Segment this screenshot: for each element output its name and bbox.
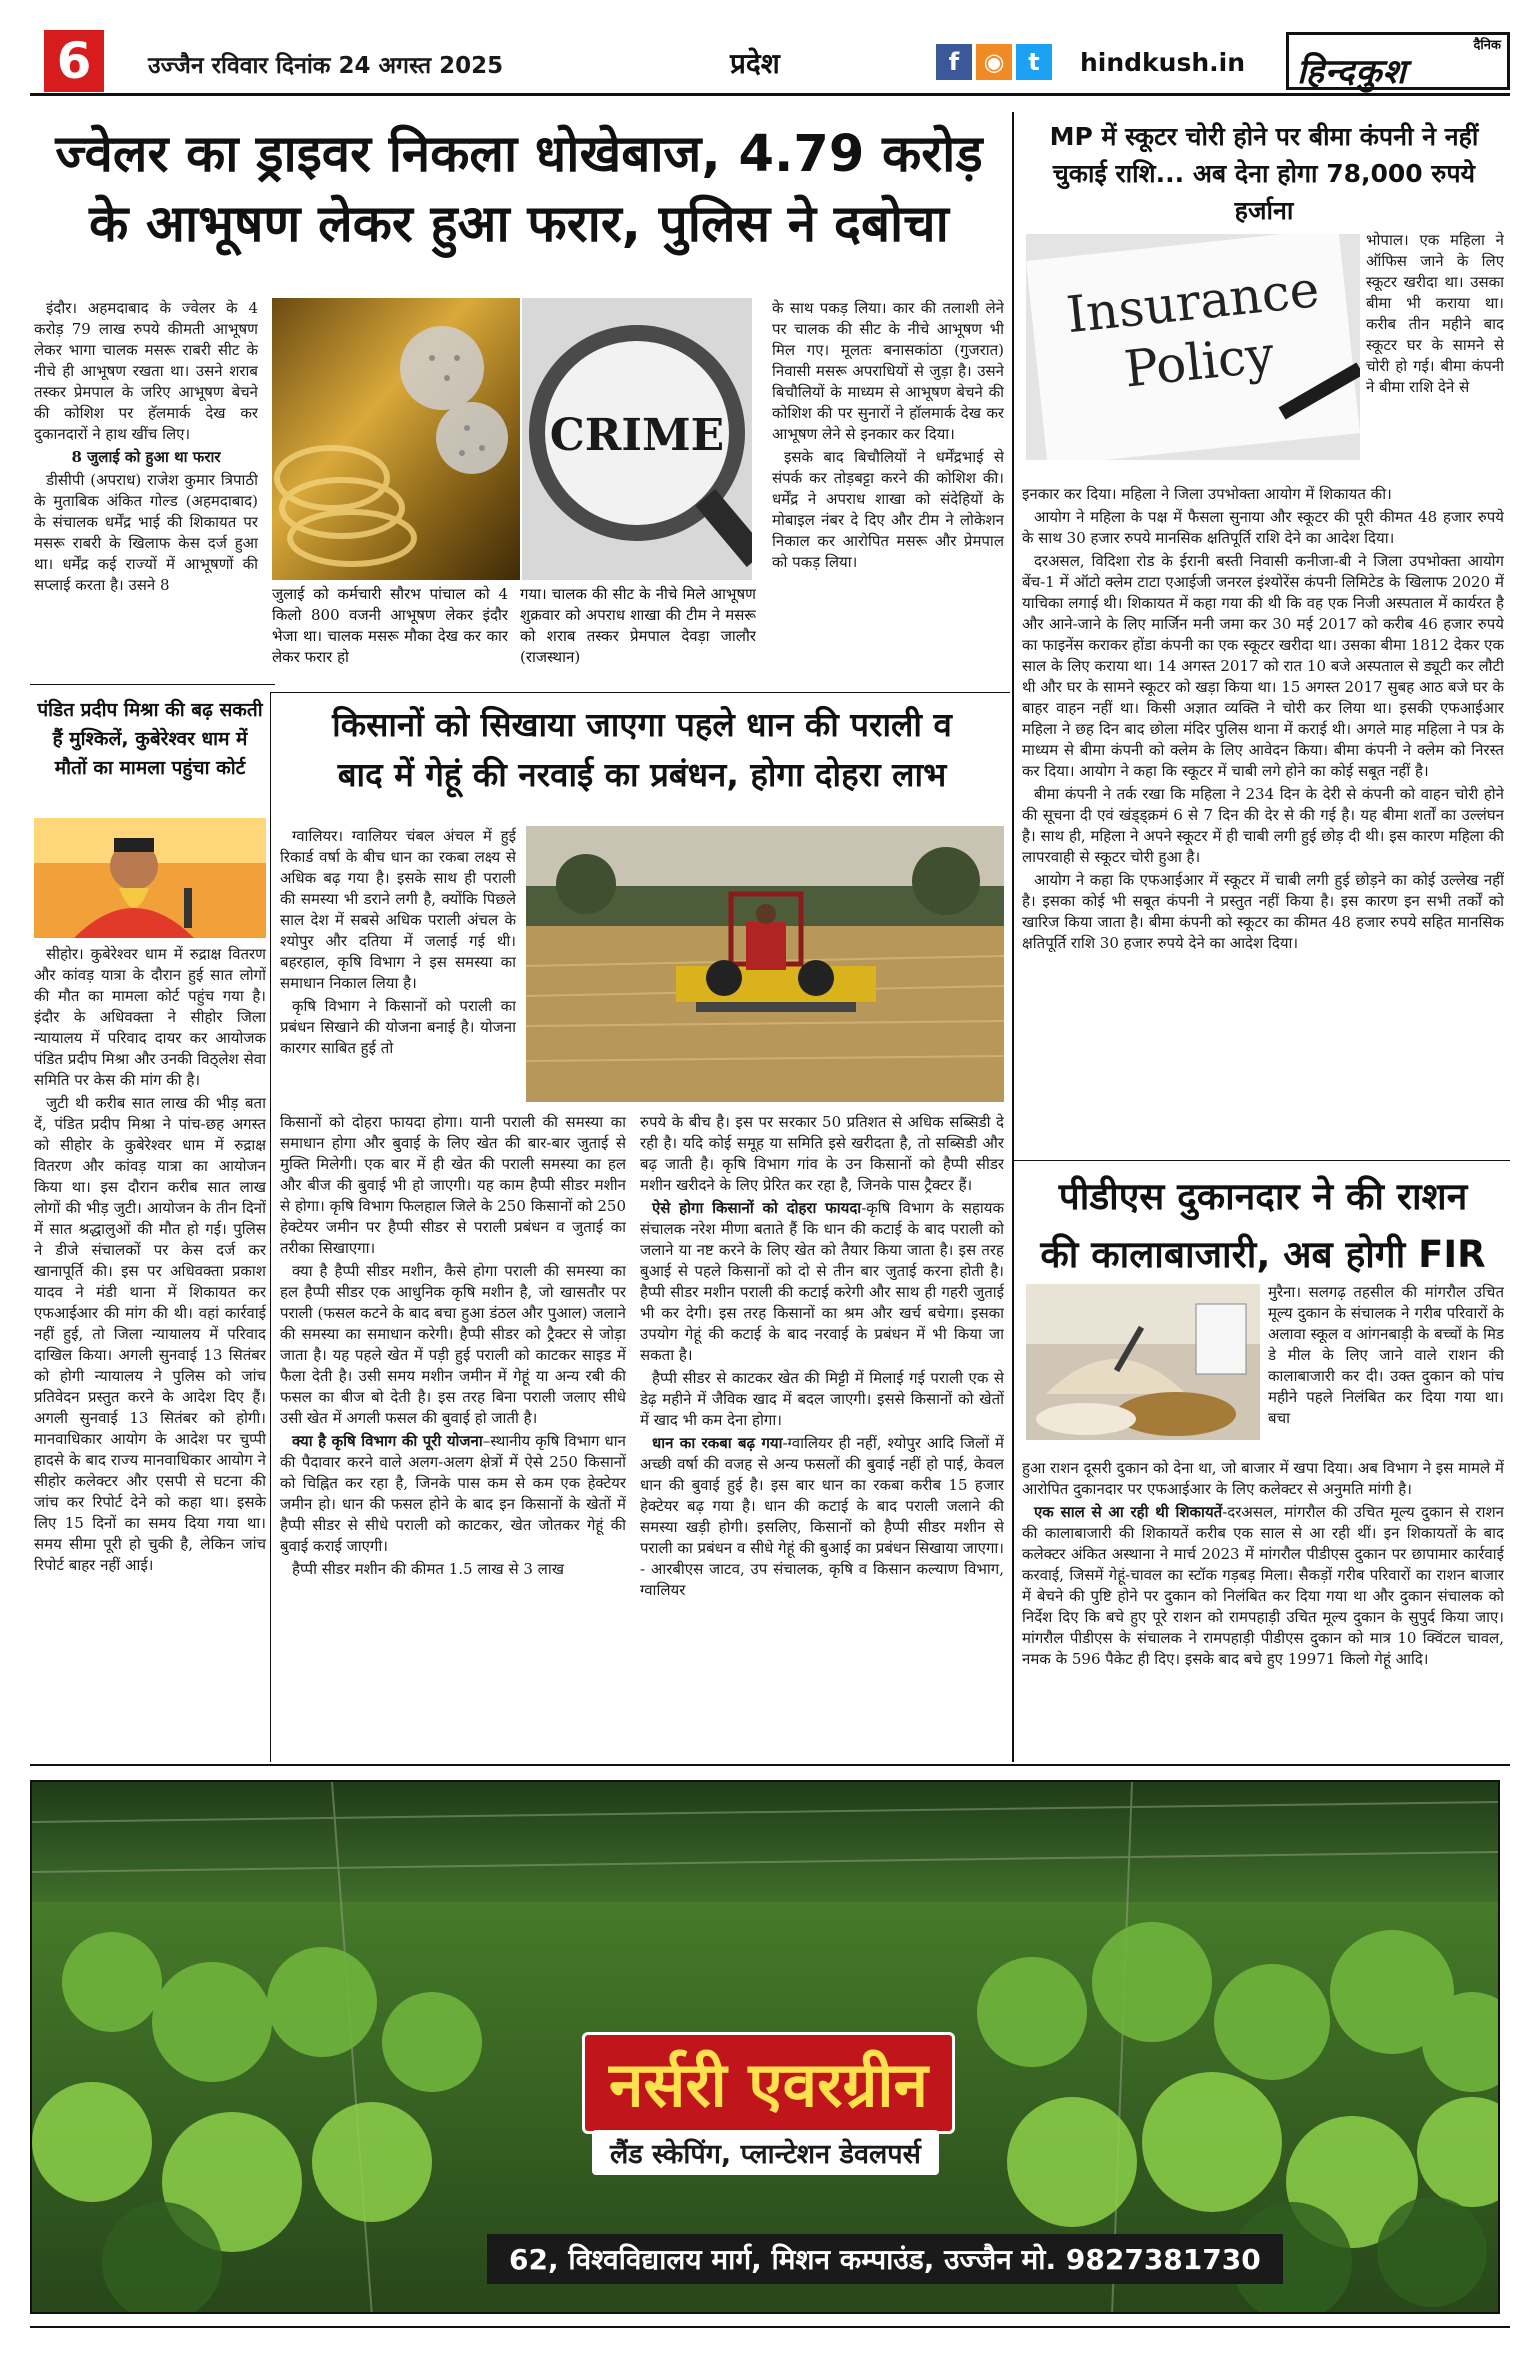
ad-title: नर्सरी एवरग्रीन — [582, 2032, 955, 2134]
story1-para: इंदौर। अहमदाबाद के ज्वेलर के 4 करोड़ 79 लाख रुपये कीमती आभूषण लेकर भागा चालक मसरू राबरी सीट के नीचे ही आभूषण रखता था। उसने शराब तस्कर प्रेमपाल के जरिए आभूषण बेचने की कोशिश पर हॅलमार्क देख कर दुकानदारों ने हाथ खींच लिए। — [34, 299, 258, 443]
story4-para: दरअसल, विदिशा रोड के ईरानी बस्ती निवासी कनीजा-बी ने जिला उपभोक्ता आयोग बेंच-1 में ऑटो क्लेम टाटा एआईजी जनरल इंश्योरेंस कंपनी लिमिटेड के खिलाफ 2020 में याचिका लगाई थी। शिकायत में कहा गया की थी कि वह एक निजी अस्पताल में कार्यरत है और आने-जाने के लिए मार्जिन मनी जमा कर 30 मई 2017 को करीब 46 हजार रुपये का फाइनेंस कराकर होंडा कंपनी का एक स्कूटर खरीदा था। उसका बीमा 1812 देकर एक साल के लिए कराया था। 14 अगस्त 2017 को रात 10 बजे अस्पताल से ड्यूटी कर लौटी थी और घर के सामने स्कूटर को खड़ा किया था। 15 अगस्त 2017 सुबह आठ बजे घर के बाहर वाहन नहीं था। किसी अज्ञात व्यक्ति ने चोरी कर लिया था। इसकी एफआईआर महिला ने छह दिन बाद छोला मंदिर पुलिस थाना में कराई थी। अगले माह महिला ने पत्र के माध्यम से बीमा कंपनी को क्लेम के लिए आवेदन किया। बीमा कंपनी ने क्लेम को निरस्त कर दिया। आयोग ने कहा कि स्कूटर में चाबी लगे होने का कोई सबूत नहीं है। — [1022, 552, 1504, 780]
dateline: उज्जैन रविवार दिनांक 24 अगस्त 2025 — [148, 53, 504, 79]
facebook-icon[interactable]: f — [936, 44, 972, 80]
rss-icon[interactable]: ◉ — [976, 44, 1012, 80]
tractor-photo — [526, 826, 1004, 1102]
story3-para: हैप्पी सीडर से काटकर खेत की मिट्टी में मिलाई गई पराली एक से डेढ़ महीने में जैविक खाद में बदल जाएगी। इससे किसानों को खेतों में खाद भी कम देना होगा। — [640, 1369, 1004, 1429]
ration-photo — [1026, 1284, 1260, 1440]
story1-caption-a: जुलाई को कर्मचारी सौरभ पांचाल को 4 किलो 800 वजनी आभूषण लेकर इंदौर भेजा था। चालक मसरू मौका देख कर कार लेकर फरार हो — [272, 585, 508, 666]
crime-word: CRIME — [549, 410, 725, 461]
social-icons — [936, 44, 1052, 80]
story3-subhead: ऐसे होगा किसानों को दोहरा फायदा — [652, 1199, 862, 1217]
section-rule — [270, 692, 1010, 693]
story2-headline: पंडित प्रदीप मिश्रा की बढ़ सकती हैं मुश्किलें, कुबेरेश्वर धाम में मौतों का मामला पहुंचा कोर्ट — [37, 699, 263, 779]
story5-subhead: एक साल से आ रही थी शिकायतें — [1034, 1503, 1223, 1521]
site-url[interactable]: hindkush.in — [1080, 48, 1246, 77]
section-rule — [30, 1764, 1510, 1766]
story3-para: कृषि विभाग ने किसानों को पराली का प्रबंधन सिखाने की योजना बनाई है। योजना कारगर साबित हुई तो — [280, 997, 516, 1057]
story3-para: -कृषि विभाग के सहायक संचालक नरेश मीणा बताते हैं कि धान की कटाई के बाद पराली को जलाने या नष्ट करने के लिए खेत को तैयार किया जाता है। इस तरह बुआई से पहले किसानों को दो से तीन बार जुताई करना होती है। हैप्पी सीडर मशीन पराली की कटाई करेगी और साथ ही गहरी जुताई भी कर देगी। इस तरह किसानों का श्रम और खर्च बचेगा। इसका उपयोग गेहूं की कटाई के बाद नरवाई के प्रबंधन में भी किया जा सकता है। — [640, 1199, 1004, 1364]
story3-para: ग्वालियर। ग्वालियर चंबल अंचल में हुई रिकार्ड वर्षा के बीच धान का रकबा लक्ष्य से अधिक बढ़ गया है। इसके साथ ही पराली की समस्या भी डराने लगी है, क्योंकि पिछले साल देश में सबसे अधिक पराली अंचल के श्योपुर और दतिया में जलाई गई थी। बहरहाल, कृषि विभाग ने इस समस्या का समाधान निकाल लिया है। — [280, 827, 516, 992]
story5-side: मुरैना। सलगढ़ तहसील की मांगरौल उचित मूल्य दुकान के संचालक ने गरीब परिवारों के अलावा स्कूल व आंगनबाड़ी के बच्चों के मिड डे मील के लिए जाने वाले राशन की कालाबाजारी कर दी। उक्त दुकान को पांच महीने पहले निलंबित कर दिया गया था। बचा — [1268, 1283, 1504, 1427]
story1-headline — [34, 120, 1004, 260]
story5-headline-line1: पीडीएस दुकानदार ने की राशन — [1058, 1175, 1468, 1218]
story3-para: रुपये के बीच है। इस पर सरकार 50 प्रतिशत से अधिक सब्सिडी दे रही है। यदि कोई समूह या समिति इसे खरीदता है, तो सब्सिडी और बढ़ जाती है। कृषि विभाग गांव के उन किसानों को हैप्पी सीडर मशीन खरीदने के लिए प्रेरित कर रहा है, जिनके पास ट्रैक्टर हैं। — [640, 1113, 1004, 1194]
story3-intro — [280, 826, 516, 1126]
logo-main-text: हिन्दकुश — [1297, 52, 1407, 92]
twitter-icon[interactable]: t — [1016, 44, 1052, 80]
story1-col1 — [34, 298, 258, 683]
story3-headline-line1: किसानों को सिखाया जाएगा पहले धान की पराली व — [332, 705, 952, 744]
page-number: 6 — [44, 30, 104, 92]
crime-photo — [522, 298, 752, 580]
newspaper-logo — [1286, 32, 1510, 90]
story1-caption-b: गया। चालक की सीट के नीचे मिले आभूषण शुक्रवार को अपराध शाखा की टीम ने मसरू को शराब तस्कर प्रेमपाल देवड़ा जालौर (राजस्थान) — [520, 585, 756, 666]
column-rule — [1012, 112, 1014, 1762]
story1-headline-line1: ज्वेलर का ड्राइवर निकला धोखेबाज, 4.79 करोड़ — [55, 125, 983, 184]
story3-para: किसानों को दोहरा फायदा होगा। यानी पराली की समस्या का समाधान होगा और बुवाई के लिए खेत की बार-बार जुताई से मुक्ति मिलेगी। एक बार में ही खेत की पराली समस्या का हल और बीज की बुवाई भी हो जाएगी। यह काम हैप्पी सीडर मशीन से होगा। कृषि विभाग फिलहाल जिले के 250 किसानों को 250 हेक्टेयर जमीन पर हैप्पी सीडर से पराली प्रबंधन व जुताई का तरीका सिखाएगा। — [280, 1113, 626, 1257]
story5-headline — [1022, 1168, 1504, 1284]
section-name: प्रदेश — [730, 47, 780, 80]
policy-line1: Insurance — [1063, 260, 1322, 345]
story1-para: इसके बाद बिचौलियों ने धर्मेंद्रभाई से संपर्क कर तोड़बट्टा करने की कोशिश की। धर्मेंद्र ने अपराध शाखा को संदेहियों के मोबाइल नंबर दे दिए और टीम ने लोकेशन निकाल कर आरोपित मसरू और प्रेमपाल को पकड़ लिया। — [772, 448, 1004, 571]
story1-headline-line2: के आभूषण लेकर हुआ फरार, पुलिस ने दबोचा — [89, 195, 949, 254]
story3-para: क्या है हैप्पी सीडर मशीन, कैसे होगा पराली की समस्या का हल हैप्पी सीडर एक आधुनिक कृषि मशीन है, जो खासतौर पर पराली (फसल कटने के बाद बचा हुआ डंठल और पुआल) जलाने की समस्या का समाधान करेगी। हैप्पी सीडर को ट्रैक्टर से जोड़ा जाता है। यह पहले खेत में पड़ी हुई पराली को काटकर साइड में फैला देती है। उसी समय मशीन जमीन में गेहूं या अन्य रबी की फसल का बीज बो देती है। इस तरह बिना पराली जलाए सीधे उसी खेत में अगली फसल की बुवाई हो जाती है। — [280, 1262, 626, 1427]
story3-col-main — [280, 1112, 626, 1758]
logo-small-text: दैनिक — [1473, 38, 1501, 53]
ad-subtitle: लैंड स्केपिंग, प्लान्टेशन डेवलपर्स — [592, 2130, 939, 2175]
story4-para: इनकार कर दिया। महिला ने जिला उपभोक्ता आयोग में शिकायत की। — [1022, 485, 1392, 503]
story4-body — [1022, 484, 1504, 1160]
insurance-photo — [1026, 234, 1360, 460]
story3-para: –स्थानीय कृषि विभाग धान की पैदावार करने वाले अलग-अलग क्षेत्रों में ऐसे 250 किसानों को चिह्नित कर रहा है, जिनके पास कम से कम एक हेक्टेयर जमीन हो। धान की फसल होने के बाद इन किसानों के खेतों में हैप्पी सीडर से सीधे पराली को काटकर, खेत जोतकर गेहूं की बुवाई कराई जाएगी। — [280, 1432, 626, 1555]
section-rule — [30, 684, 275, 685]
story3-headline — [278, 700, 1006, 800]
section-rule — [1012, 1160, 1510, 1161]
story4-para: आयोग ने महिला के पक्ष में फैसला सुनाया और स्कूटर की पूरी कीमत 48 हजार रुपये के साथ 30 हजार रुपये मानसिक क्षतिपूर्ति राशि देने का आदेश दिया। — [1022, 508, 1504, 547]
story1-subhead: 8 जुलाई को हुआ था फरार — [71, 448, 221, 466]
story3-subhead: धान का रकबा बढ़ गया — [652, 1434, 783, 1452]
story4-headline: MP में स्कूटर चोरी होने पर बीमा कंपनी ने नहीं चुकाई राशि... अब देना होगा 78,000 रुपये हर्जाना — [1049, 122, 1479, 225]
story3-subhead: क्या है कृषि विभाग की पूरी योजना — [292, 1432, 483, 1450]
policy-line2: Policy — [1121, 325, 1277, 399]
column-rule — [270, 692, 271, 1762]
story4-para: आयोग ने कहा कि एफआईआर में स्कूटर में चाबी लगी हुई छोड़ने का कोई उल्लेख नहीं है। इसका कोई भी सबूत कंपनी ने प्रस्तुत नहीं किया है। इस कारण इन सभी तर्कों को खारिज किया जाता है। बीमा कंपनी को स्कूटर का कीमत 48 हजार रुपये सहित मानसिक क्षतिपूर्ति राशि 30 हजार रुपये देने का आदेश दिया। — [1022, 871, 1504, 952]
story3-para: -ग्वालियर ही नहीं, श्योपुर आदि जिलों में अच्छी वर्षा की वजह से अन्य फसलों की बुवाई नहीं हो पाई, केवल धान की बुवाई हुई है। इस बार धान का रकबा करीब 15 हजार हेक्टेयर बढ़ गया है। धान की कटाई के बाद पराली जलाने की समस्या खड़ी होगी। इसलिए, किसानों को हैप्पी सीडर मशीन से पराली का प्रबंधन व सीधे गेहूं की बुआई का प्रबंधन सिखाया जाएगा। - आरबीएस जाटव, उप संचालक, कृषि व किसान कल्याण विभाग, ग्वालियर — [640, 1434, 1004, 1599]
nursery-advertisement[interactable] — [30, 1780, 1500, 2314]
story3-para: हैप्पी सीडर मशीन की कीमत 1.5 लाख से 3 लाख — [292, 1560, 564, 1578]
story4-side: भोपाल। एक महिला ने ऑफिस जाने के लिए स्कूटर खरीदा था। उसका बीमा भी कराया था। करीब तीन महीने बाद स्कूटर घर के सामने से चोरी हो गई। बीमा कंपनी ने बीमा राशि देने से — [1366, 231, 1504, 396]
story5-headline-line2: की कालाबाजारी, अब होगी FIR — [1040, 1233, 1486, 1276]
story5-para: हुआ राशन दूसरी दुकान को देना था, जो बाजार में खपा दिया। अब विभाग ने इस मामले में आरोपित दुकानदार पर एफआईआर के लिए कलेक्टर से अनुमति मांगी है। — [1022, 1459, 1504, 1498]
story1-para: के साथ पकड़ लिया। कार की तलाशी लेने पर चालक की सीट के नीचे आभूषण भी मिल गए। मूलतः बनासकांठा (गुजरात) निवासी मसरू अपराधियों से जुड़ा है। उसने बिचौलियों के माध्यम से आभूषण बेचने की कोशिश की पर सुनारों ने हॉलमार्क देख कर आभूषण लेने से इनकार कर दिया। — [772, 299, 1004, 443]
pandit-photo — [34, 818, 266, 938]
footer-rule — [30, 2326, 1510, 2328]
story3-col-right — [640, 1112, 1004, 1758]
story5-para: -दरअसल, मांगरौल की उचित मूल्य दुकान से राशन की कालाबाजारी की शिकायतें करीब एक साल से आ रही थीं। इन शिकायतों के बाद कलेक्टर अंकित अस्थाना ने मार्च 2023 में मांगरौल पीडीएस दुकान पर छापामार कार्रवाई करवाई, जिसमें गेहूं-चावल का स्टॉक गड़बड़ मिला। सैकड़ों गरीब परिवारों का राशन बाजार में बेचने की पुष्टि होने पर दुकान को निलंबित कर दिया गया था और दुकान संचालक को निर्देश दिए कि बचे हुए पूरे राशन को रामपहाड़ी उचित मूल्य दुकान के सुपुर्द किया जाए। मांगरौल पीडीएस के संचालक ने रामपहाड़ी पीडीएस दुकान को मात्र 10 क्विंटल चावल, नमक के 596 पैकेट ही दिए। इसके बाद बचे हुए 19971 किलो गेहूं आदि। — [1022, 1503, 1504, 1668]
story2-para: जुटी थी करीब सात लाख की भीड़ बता दें, पंडित प्रदीप मिश्रा ने पांच-छह अगस्त को सीहोर के कुबेरेश्वर धाम में रुद्राक्ष वितरण और कांवड़ यात्रा का आयोजन किया था। इस दौरान करीब सात लाख लोगों की भीड़ जुटी। आयोजन के तीन दिनों में सात श्रद्धालुओं की मौत हो गई। पुलिस ने डीजे संचालकों पर केस दर्ज कर खानापूर्ति की। इस पर अधिवक्ता प्रकाश यादव ने मंडी थाना में शिकायत कर एफआईआर की मांग की थी। वहां कार्रवाई नहीं हुई, तो जिला न्यायालय में परिवाद दाखिल किया। अगली सुनवाई 13 सितंबर को होगी न्यायालय ने पुलिस को जांच प्रतिवेदन प्रस्तुत करने के आदेश दिए हैं। अगली सुनवाई 13 सितंबर को होगी।मानवाधिकार आयोग के आदेश पर चुप्पी हादसे के बाद राज्य मानवाधिकार आयोग ने सीहोर कलेक्टर और एसपी से घटना की जांच कर रिपोर्ट देने को कहा था। इसके लिए 15 दिनों का समय दिया गया था। समय सीमा पूरी हो चुकी है, लेकिन जांच रिपोर्ट बाहर नहीं आई। — [34, 1094, 266, 1574]
masthead — [30, 30, 1510, 96]
story1-para: डीसीपी (अपराध) राजेश कुमार त्रिपाठी के मुताबिक अंकित गोल्ड (अहमदाबाद) के संचालक धर्मेंद्र भाई की शिकायत पर मसरू राबरी के खिलाफ केस दर्ज हुआ था। धर्मेंद्र कई राज्यों में आभूषणों की सप्लाई करता है। उसने 8 — [34, 471, 258, 594]
jewellery-photo — [272, 298, 520, 580]
story3-headline-line2: बाद में गेहूं की नरवाई का प्रबंधन, होगा दोहरा लाभ — [337, 755, 947, 794]
story2-para: सीहोर। कुबेरेश्वर धाम में रुद्राक्ष वितरण और कांवड़ यात्रा के दौरान हुई सात लोगों की मौत का मामला कोर्ट पहुंच गया है। इंदौर के अधिवक्ता ने सीहोर जिला न्यायालय में परिवाद दायर कर आयोजक पंडित प्रदीप मिश्रा और उनकी विठ्लेश सेवा समिति पर केस की मांग की है। — [34, 945, 266, 1089]
ad-address: 62, विश्वविद्यालय मार्ग, मिशन कम्पाउंड, उज्जैन मो. 9827381730 — [487, 2234, 1283, 2284]
story5-body — [1022, 1458, 1504, 1760]
story4-para: बीमा कंपनी ने तर्क रखा कि महिला ने 234 दिन के देरी से कंपनी को वाहन चोरी होने की सूचना दी एवं खंड्ड्क्रमं 6 से 7 दिन की देर से की गई है। यह बीमा शर्तों का उल्लंघन है। साथ ही, महिला ने अपने स्कूटर में ही चाबी लगी हुई छोड़ दी थी। इस कारण महिला की लापरवाही से स्कूटर चोरी हुआ है। — [1022, 785, 1504, 866]
story1-col3 — [772, 298, 1004, 684]
story2-body — [34, 944, 266, 1760]
